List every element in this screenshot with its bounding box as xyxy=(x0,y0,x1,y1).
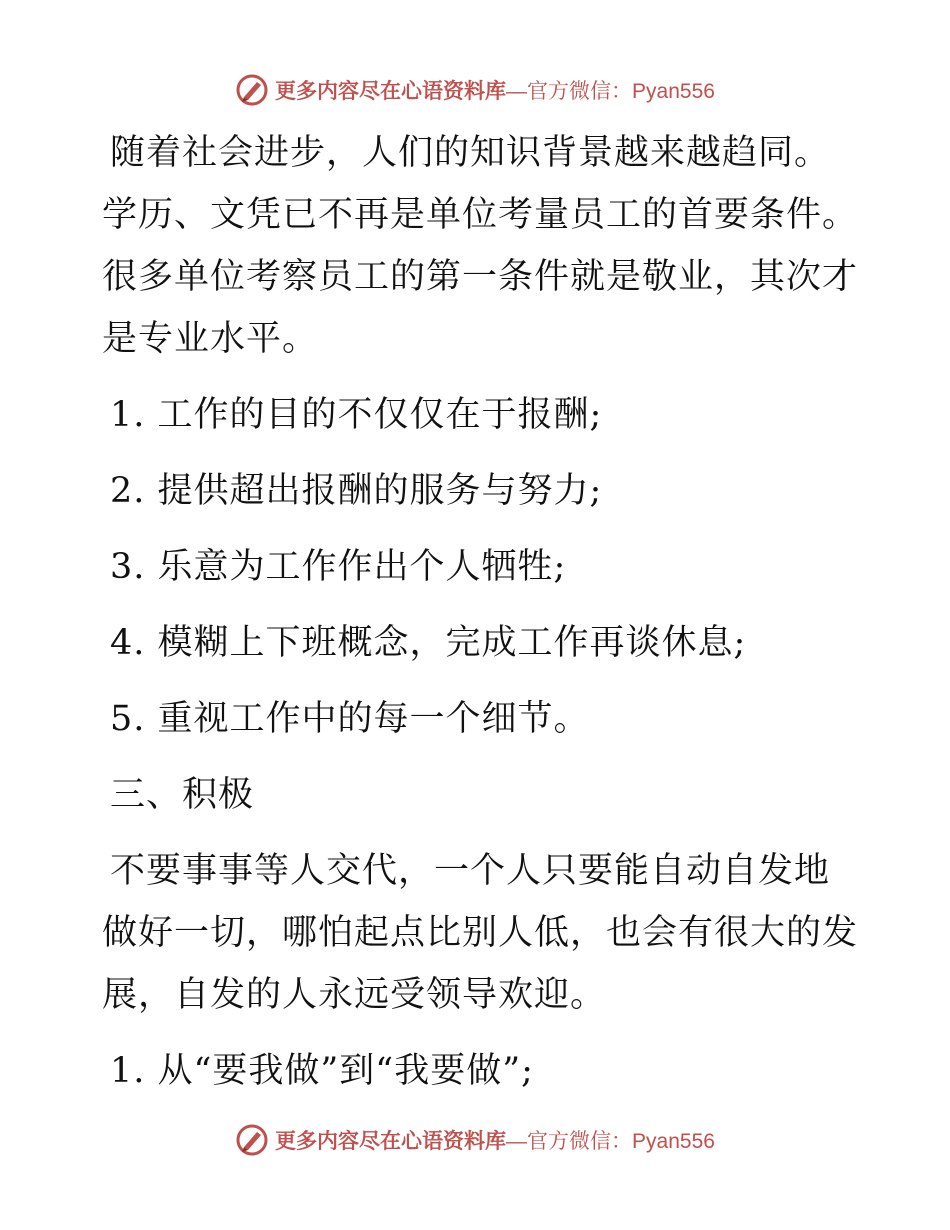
section-heading: 三、积极 xyxy=(110,775,255,815)
pen-logo-icon xyxy=(235,73,269,107)
footer-banner xyxy=(0,1120,950,1160)
header-banner xyxy=(0,70,950,110)
document-body xyxy=(102,122,862,1102)
list-item: 1. 从“要我做”到“我要做”; xyxy=(110,1051,534,1091)
list-item: 4. 模糊上下班概念，完成工作再谈休息; xyxy=(110,623,747,663)
footer-banner-text xyxy=(275,1125,715,1155)
pen-logo-icon xyxy=(235,1123,269,1157)
footer-banner-id: Pyan556 xyxy=(632,1130,715,1153)
footer-banner-wechat: 官方微信： xyxy=(527,1130,633,1153)
intro-paragraph: 随着社会进步，人们的知识背景越来越趋同。学历、文凭已不再是单位考量员工的首要条件。很多单位考察员工的第一条件就是敬业，其次才是专业水平。 xyxy=(102,133,859,359)
header-banner-id: Pyan556 xyxy=(632,80,715,103)
list-item: 2. 提供超出报酬的服务与努力; xyxy=(110,471,603,511)
list-item: 1. 工作的目的不仅仅在于报酬; xyxy=(110,395,603,435)
header-banner-sep: — xyxy=(506,80,528,103)
list-item: 3. 乐意为工作作出个人牺牲; xyxy=(110,547,567,587)
list-item: 5. 重视工作中的每一个细节。 xyxy=(110,699,590,739)
footer-banner-main: 更多内容尽在心语资料库 xyxy=(275,1130,507,1153)
header-banner-wechat: 官方微信： xyxy=(527,80,633,103)
header-banner-text xyxy=(275,75,715,105)
footer-banner-sep: — xyxy=(506,1130,528,1153)
section-paragraph: 不要事事等人交代，一个人只要能自动自发地做好一切，哪怕起点比别人低，也会有很大的发展，自发的人永远受领导欢迎。 xyxy=(102,851,859,1015)
header-banner-main: 更多内容尽在心语资料库 xyxy=(275,80,507,103)
